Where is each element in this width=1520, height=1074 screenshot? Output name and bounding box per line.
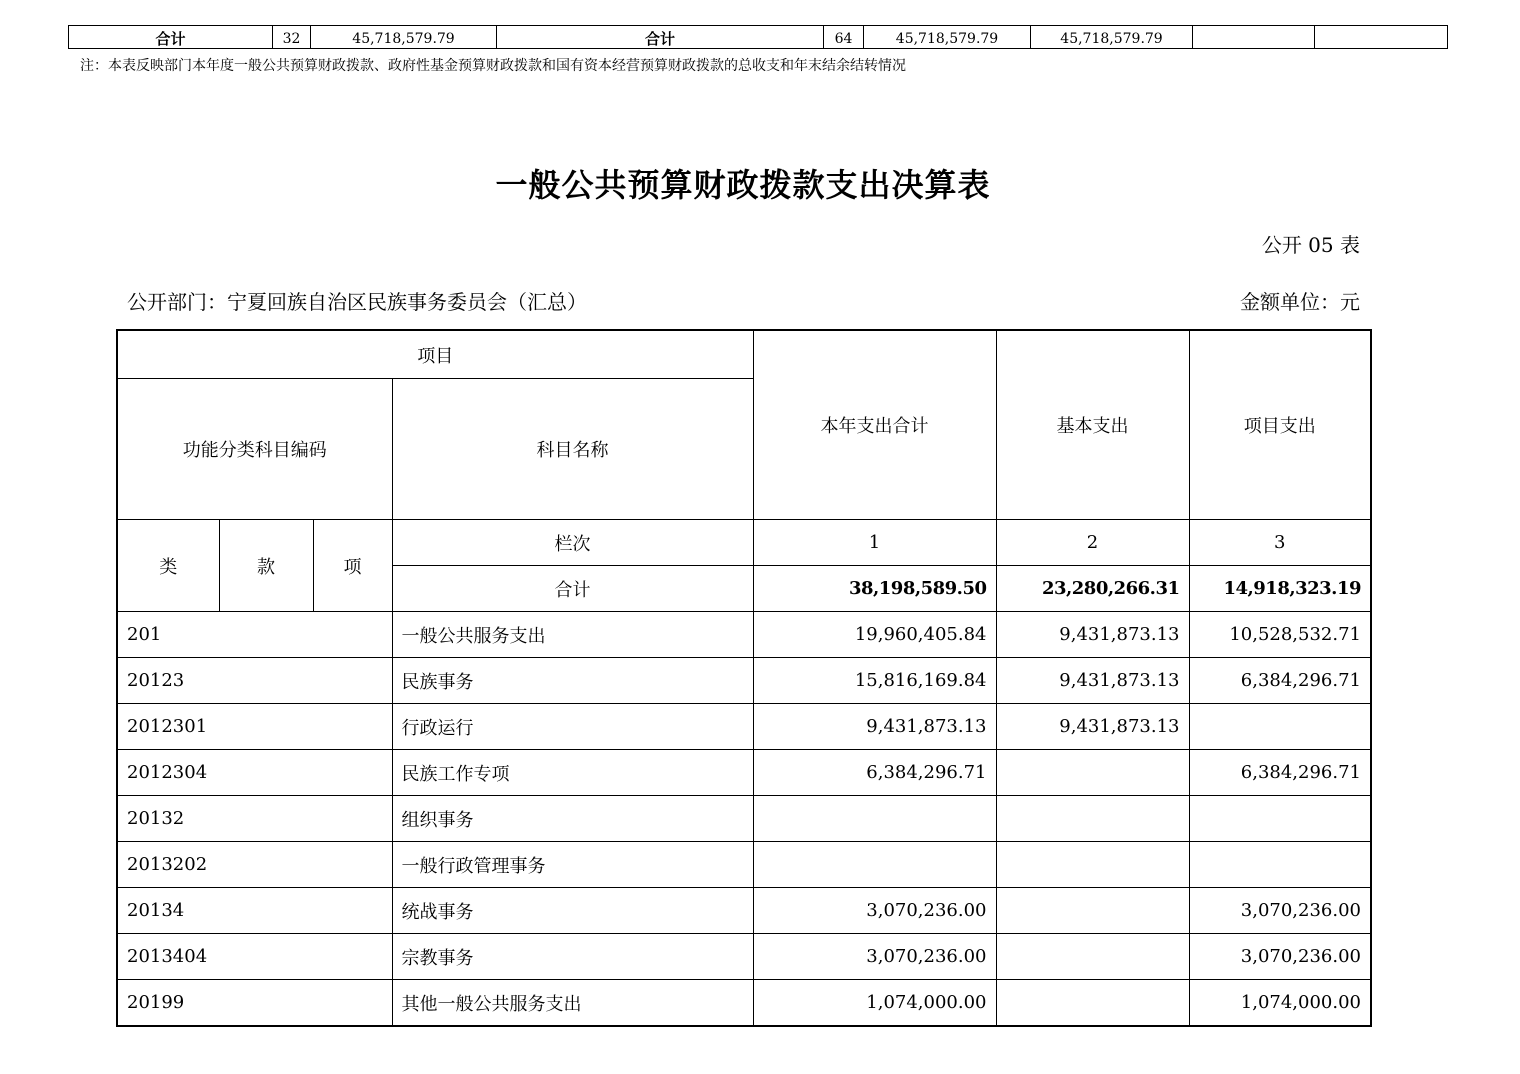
subject-code: 20134	[117, 888, 392, 934]
subject-code: 20132	[117, 796, 392, 842]
header-basic: 基本支出	[996, 330, 1189, 520]
table-row	[117, 888, 1371, 934]
amount-basic	[996, 980, 1189, 1027]
header-kuan: 款	[219, 520, 313, 612]
header-subject-name: 科目名称	[392, 379, 753, 520]
subject-name: 行政运行	[392, 704, 753, 750]
header-item: 项目	[117, 330, 753, 379]
amount-project: 3,070,236.00	[1189, 934, 1371, 980]
subject-name: 民族事务	[392, 658, 753, 704]
subject-name: 组织事务	[392, 796, 753, 842]
amount-total: 15,816,169.84	[753, 658, 996, 704]
amount-total: 1,074,000.00	[753, 980, 996, 1027]
amount-basic	[996, 796, 1189, 842]
amount-basic	[996, 934, 1189, 980]
amount-project: 10,528,532.71	[1189, 612, 1371, 658]
amount-cell	[1193, 26, 1315, 49]
header-row	[117, 520, 1371, 566]
amount-unit-label: 金额单位：元	[1240, 290, 1360, 314]
total-label: 合计	[392, 566, 753, 612]
amount-total: 9,431,873.13	[753, 704, 996, 750]
amount-project	[1189, 842, 1371, 888]
header-lei: 类	[117, 520, 219, 612]
amount-project: 6,384,296.71	[1189, 658, 1371, 704]
amount-total: 3,070,236.00	[753, 888, 996, 934]
total-label: 合计	[497, 26, 824, 49]
subject-name: 一般公共服务支出	[392, 612, 753, 658]
form-number: 公开 05 表	[1261, 233, 1360, 257]
amount-basic: 9,431,873.13	[996, 658, 1189, 704]
amount-total	[753, 842, 996, 888]
header-func-code: 功能分类科目编码	[117, 379, 392, 520]
table-note: 注：本表反映部门本年度一般公共预算财政拨款、政府性基金预算财政拨款和国有资本经营预算财政拨款的总收支和年末结余结转情况	[80, 58, 906, 74]
subject-code: 20123	[117, 658, 392, 704]
amount-cell: 45,718,579.79	[311, 26, 497, 49]
column-number: 32	[273, 26, 311, 49]
amount-project	[1189, 796, 1371, 842]
amount-cell: 45,718,579.79	[1031, 26, 1193, 49]
table-row	[117, 842, 1371, 888]
column-number: 64	[824, 26, 864, 49]
total-basic: 23,280,266.31	[996, 566, 1189, 612]
total-label: 合计	[69, 26, 273, 49]
expenditure-table	[116, 329, 1372, 1027]
subject-code: 20199	[117, 980, 392, 1027]
subject-code: 2013404	[117, 934, 392, 980]
amount-basic	[996, 842, 1189, 888]
header-row	[117, 330, 1371, 379]
amount-total: 19,960,405.84	[753, 612, 996, 658]
amount-cell: 45,718,579.79	[864, 26, 1031, 49]
amount-cell	[1315, 26, 1448, 49]
subject-name: 统战事务	[392, 888, 753, 934]
amount-basic	[996, 750, 1189, 796]
table-row	[117, 750, 1371, 796]
header-total: 本年支出合计	[753, 330, 996, 520]
subject-name: 民族工作专项	[392, 750, 753, 796]
subject-name: 宗教事务	[392, 934, 753, 980]
subject-code: 2013202	[117, 842, 392, 888]
amount-total: 6,384,296.71	[753, 750, 996, 796]
table-row	[117, 612, 1371, 658]
total-amount: 38,198,589.50	[753, 566, 996, 612]
amount-basic: 9,431,873.13	[996, 612, 1189, 658]
amount-basic	[996, 888, 1189, 934]
table-row	[69, 26, 1448, 49]
amount-project	[1189, 704, 1371, 750]
amount-total	[753, 796, 996, 842]
table-row	[117, 934, 1371, 980]
subject-code: 201	[117, 612, 392, 658]
column-number: 2	[996, 520, 1189, 566]
department-label: 公开部门：宁夏回族自治区民族事务委员会（汇总）	[127, 290, 587, 314]
amount-basic: 9,431,873.13	[996, 704, 1189, 750]
subject-code: 2012301	[117, 704, 392, 750]
table-row	[117, 658, 1371, 704]
amount-total: 3,070,236.00	[753, 934, 996, 980]
table-row	[117, 796, 1371, 842]
table-row	[117, 980, 1371, 1027]
amount-project: 1,074,000.00	[1189, 980, 1371, 1027]
column-number: 1	[753, 520, 996, 566]
amount-project: 6,384,296.71	[1189, 750, 1371, 796]
subject-code: 2012304	[117, 750, 392, 796]
subject-name: 一般行政管理事务	[392, 842, 753, 888]
previous-table-total-row	[68, 25, 1448, 49]
column-number: 3	[1189, 520, 1371, 566]
amount-project: 3,070,236.00	[1189, 888, 1371, 934]
header-project: 项目支出	[1189, 330, 1371, 520]
page-title: 一般公共预算财政拨款支出决算表	[495, 166, 991, 204]
subject-name: 其他一般公共服务支出	[392, 980, 753, 1027]
header-xiang: 项	[313, 520, 392, 612]
header-column-order: 栏次	[392, 520, 753, 566]
table-row	[117, 704, 1371, 750]
total-project: 14,918,323.19	[1189, 566, 1371, 612]
